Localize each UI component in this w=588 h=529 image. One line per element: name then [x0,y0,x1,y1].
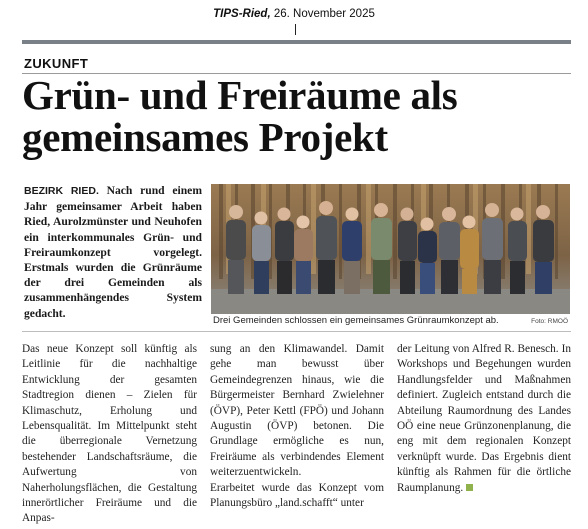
headline-line-1: Grün- und Freiräume als [22,72,458,118]
top-rule [22,40,571,44]
masthead [0,8,588,20]
body-column-3 [397,342,571,496]
col2-paragraph-1: sung an den Klimawandel. Damit gehe man bewusst über Gemeindegrenzen hinaus, wie die Bürgermeister Bernhard Zwielehner (ÖVP), Peter Kettl (FPÖ) und Johann Augustin (ÖVP) betonen. Die Grundlage ermögliche es nun, Freiräume als verbindendes Element weiterzuentwickeln. [210,343,384,479]
lead-text: Nach rund einem Jahr gemeinsamer Arbeit haben Ried, Aurolzmünster und Neuhofen ein interkommunales Grün- und Freiraumkonzept vorgelegt. Erstmals wurden die Grünräume der drei Gemeinden als zusammenhängendes System gedacht. [24,184,202,320]
text-cursor [295,24,296,35]
photo-caption-bar [211,314,570,327]
masthead-source: TIPS-Ried, [213,8,271,20]
article-lead [24,183,202,321]
body-rule [22,331,571,332]
body-column-1 [22,342,197,527]
lead-location: BEZIRK RIED. [24,185,99,197]
col3-text: der Leitung von Alfred R. Benesch. In Workshops und Begehungen wurden Handlungsfelder und Maßnahmen definiert. Zugleich entstand durch die Abteilung Raumordnung des Landes OÖ eine neue Grünzonenplanung, die eng mit dem regionalen Konzept verknüpft wurde. Das Ergebnis dient künftig als Rahmen für die örtliche Raumplanung. [397,343,571,494]
photo-caption: Drei Gemeinden schlossen ein gemeinsames Grünraumkonzept ab. [213,315,499,326]
article-kicker: ZUKUNFT [24,56,89,71]
col1-paragraph-1: Das neue Konzept soll künftig als Leitlinie für die nachhaltige Entwicklung der gesamten Stadtregion dienen – Zielen für Klimaschutz, Erholung und Lebensqualität. Im Mittelpunkt steht die überregionale Vernetzung bestehender Landschaftsräume, die Aufwertung von Naherholungsflächen, die Gestaltung innerörtlicher Freiräume und die Anpas- [22,343,197,525]
photo-credit: Foto: RMOÖ [531,318,568,325]
headline-line-2: gemeinsames Projekt [22,114,388,160]
col3-paragraph-1 [397,342,571,496]
group-photo [211,184,570,314]
col2-paragraph-2: Erarbeitet wurde das Konzept vom Planungsbüro „land.schafft“ unter [210,481,384,510]
body-column-2 [210,342,384,511]
article-headline [22,74,582,158]
end-of-article-mark [466,484,473,491]
masthead-date: 26. November 2025 [270,8,375,20]
